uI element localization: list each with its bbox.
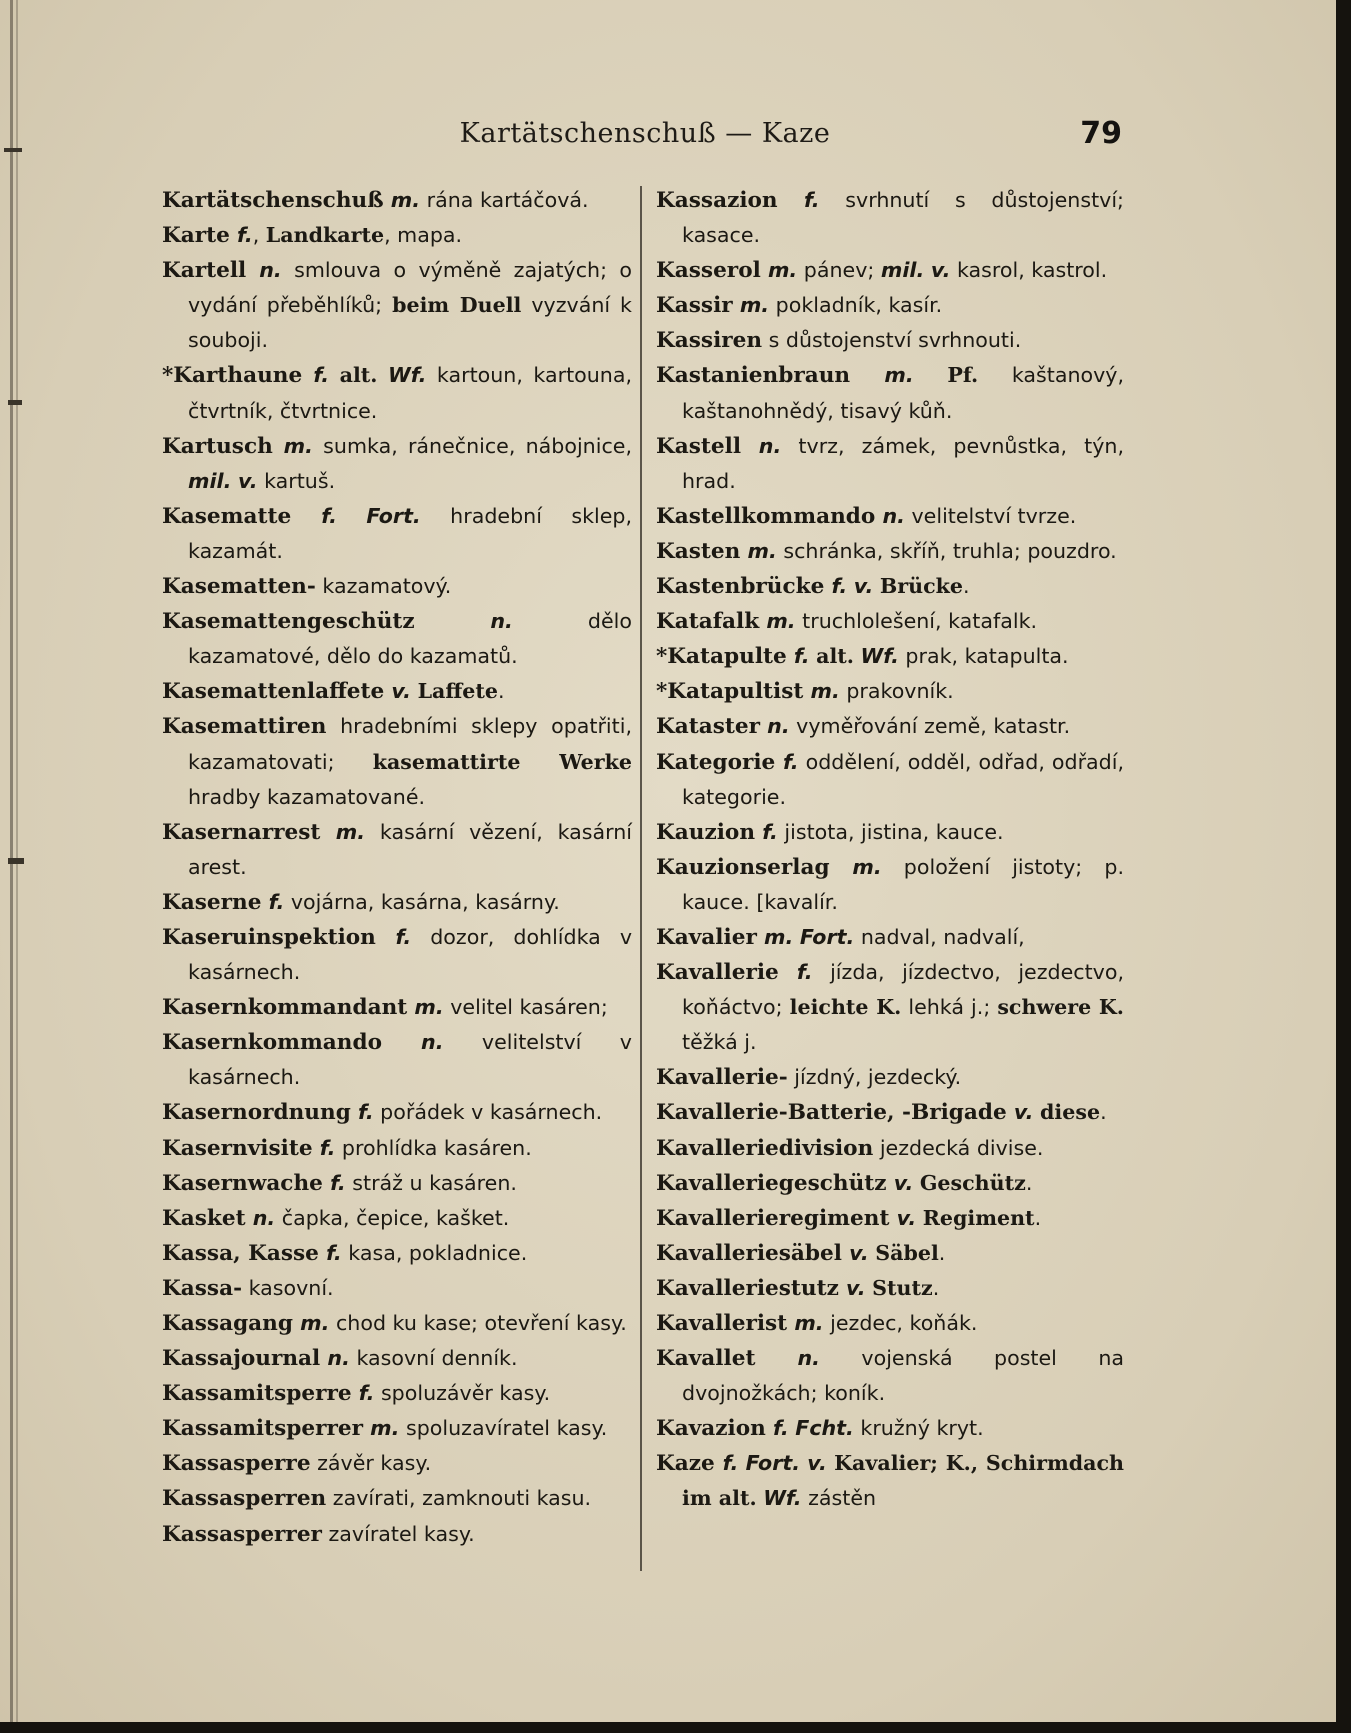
- grammar-label: v.: [237, 468, 258, 493]
- grammar-label: m.: [759, 609, 796, 634]
- dictionary-entry: Kavallerist m. jezdec, koňák.: [656, 1311, 978, 1336]
- entry-headword: Kastenbrücke: [656, 574, 825, 600]
- grammar-label: n.: [320, 1346, 350, 1371]
- dictionary-entry: Kassazion f. svrhnutí s důstojenství; kasace.: [656, 188, 1124, 248]
- page-number: 79: [1080, 116, 1122, 151]
- entry-headword: Kavalleriestutz: [656, 1275, 839, 1301]
- grammar-label: m.: [272, 433, 313, 458]
- grammar-label: v.: [384, 679, 412, 704]
- dictionary-entry: Kasernarrest m. kasární vězení, kasární arest.: [162, 819, 632, 879]
- dictionary-entry: *Katapultist m. prakovník.: [656, 679, 954, 705]
- german-phrase: alt.: [339, 363, 378, 388]
- grammar-label: m.: [292, 1311, 330, 1335]
- entry-headword: *Karthaune: [162, 363, 303, 389]
- dictionary-entry: Kasernordnung f. pořádek v kasárnech.: [162, 1100, 603, 1126]
- edge-mark: [8, 400, 22, 405]
- dictionary-entry: Kavallerieregiment v. Regiment.: [656, 1205, 1042, 1231]
- german-phrase: leichte K.: [789, 995, 902, 1020]
- entry-headword: Kassa-: [162, 1275, 243, 1301]
- entry-headword: Kassa, Kasse: [162, 1240, 319, 1266]
- german-phrase: Laffete: [417, 679, 499, 704]
- entry-headword: *Katapulte: [656, 644, 787, 670]
- dictionary-entry: Kaseruinspektion f. dozor, dohlídka v kasárnech.: [162, 924, 633, 985]
- grammar-label: m.: [756, 924, 794, 949]
- german-phrase: Brücke: [879, 574, 963, 599]
- grammar-label: m.: [383, 188, 421, 212]
- dictionary-entry: Kassajournal n. kasovní denník.: [162, 1346, 518, 1372]
- grammar-label: n.: [875, 503, 905, 528]
- grammar-label: m.: [829, 854, 882, 879]
- entry-headword: Kassamitsperrer: [162, 1416, 363, 1442]
- edge-mark: [4, 148, 22, 152]
- grammar-label: f.: [778, 960, 813, 985]
- entry-headword: Kavalleriegeschütz: [656, 1170, 887, 1196]
- grammar-label: f.: [786, 644, 810, 669]
- dictionary-entry: Kasernkommandant m. velitel kasáren;: [162, 995, 608, 1021]
- grammar-label: m.: [320, 819, 366, 844]
- dictionary-entry: Kavalleriesäbel v. Säbel.: [656, 1240, 946, 1266]
- right-column: [656, 183, 1124, 1517]
- dictionary-entry: Kasserol m. pánev; mil. v. kasrol, kastrol.: [656, 258, 1108, 284]
- german-phrase: Regiment: [922, 1205, 1035, 1230]
- grammar-label: v.: [886, 1170, 914, 1195]
- grammar-label: v.: [930, 258, 951, 283]
- entry-headword: Kavalier: [656, 924, 757, 950]
- grammar-label: f.: [375, 924, 412, 949]
- page-binding-edge: [10, 0, 13, 1733]
- grammar-label: m.: [740, 538, 777, 563]
- dictionary-entry: Kavallerie f. jízda, jízdectvo, jezdectvo, koňáctvo; leichte K. lehká j.; schwere K. těžká j.: [656, 960, 1124, 1055]
- grammar-label: m.: [803, 679, 840, 704]
- entry-headword: Kassamitsperre: [162, 1381, 352, 1407]
- entry-headword: Kavallerieregiment: [656, 1205, 890, 1231]
- dictionary-entry: Karte f., Landkarte, mapa.: [162, 223, 463, 249]
- dictionary-entry: Kastell n. tvrz, zámek, pevnůstka, týn, hrad.: [656, 433, 1124, 493]
- entry-headword: Kasten: [656, 538, 741, 564]
- dictionary-entry: Kassamitsperrer m. spoluzavíratel kasy.: [162, 1416, 608, 1442]
- grammar-label: n.: [741, 433, 782, 458]
- entry-headword: Kavazion: [656, 1416, 766, 1442]
- dictionary-entry: Katafalk m. truchlolešení, katafalk.: [656, 609, 1038, 635]
- grammar-label: Fort.: [799, 924, 855, 949]
- entry-headword: Kaze: [656, 1451, 715, 1477]
- entry-headword: Kastell: [656, 433, 742, 459]
- dictionary-entry: Kastenbrücke f. v. Brücke.: [656, 574, 970, 600]
- page-header: [160, 118, 1130, 158]
- dictionary-entry: Kavallerie- jízdný, jezdecký.: [656, 1065, 962, 1091]
- dictionary-entry: Kavazion f. Fcht. kružný kryt.: [656, 1416, 984, 1442]
- grammar-label: m.: [760, 258, 798, 283]
- dictionary-entry: Kauzion f. jistota, jistina, kauce.: [656, 819, 1004, 845]
- grammar-label: n.: [382, 1030, 444, 1055]
- dictionary-entry: Kasemattiren hradebními sklepy opatřiti, kazamatovati; kasemattirte Werke hradby kazamatované.: [162, 714, 633, 809]
- grammar-label: n.: [759, 714, 790, 739]
- dictionary-entry: Kassagang m. chod ku kase; otevření kasy.: [162, 1311, 627, 1336]
- german-phrase: schwere K.: [997, 995, 1124, 1020]
- entry-headword: Kassasperre: [162, 1451, 311, 1477]
- entry-headword: Kasernarrest: [162, 819, 321, 845]
- entry-headword: Kastellkommando: [656, 503, 876, 529]
- entry-headword: Kartell: [162, 258, 247, 284]
- entry-headword: Kategorie: [656, 749, 776, 775]
- entry-headword: Kasernvisite: [162, 1135, 313, 1161]
- entry-headword: Kavallerie-Batterie, -Brigade: [656, 1100, 1007, 1126]
- entry-headword: Kartusch: [162, 433, 273, 459]
- german-phrase: beim Duell: [392, 293, 522, 318]
- dictionary-entry: Kasket n. čapka, čepice, kašket.: [162, 1205, 510, 1231]
- grammar-label: m.: [787, 1311, 824, 1335]
- dictionary-entry: Kaserne f. vojárna, kasárna, kasárny.: [162, 889, 560, 915]
- grammar-label: f.: [302, 363, 330, 388]
- entry-headword: Kataster: [656, 714, 760, 740]
- entry-headword: Kasernkommando: [162, 1030, 382, 1056]
- entry-headword: Kassajournal: [162, 1346, 321, 1372]
- entry-headword: Kaserne: [162, 889, 262, 915]
- entry-headword: Kavallet: [656, 1346, 756, 1372]
- dictionary-entry: Kavalleriestutz v. Stutz.: [656, 1275, 940, 1301]
- entry-headword: Kasemattengeschütz: [162, 609, 415, 635]
- grammar-label: n.: [245, 1205, 276, 1230]
- dictionary-entry: Kavalleriegeschütz v. Geschütz.: [656, 1170, 1033, 1196]
- dictionary-entry: Kavallerie-Batterie, -Brigade v. diese.: [656, 1100, 1107, 1126]
- dictionary-entry: *Katapulte f. alt. Wf. prak, katapulta.: [656, 644, 1069, 670]
- dictionary-entry: Kauzionserlag m. položení jistoty; p. kauce. [kavalír.: [656, 854, 1124, 914]
- dictionary-entry: Kataster n. vyměřování země, katastr.: [656, 714, 1071, 740]
- dictionary-entry: Kassir m. pokladník, kasír.: [656, 293, 943, 319]
- entry-headword: Kartätschenschuß: [162, 188, 384, 213]
- grammar-label: mil.: [880, 258, 925, 283]
- grammar-label: n.: [755, 1346, 820, 1371]
- entry-headword: *Katapultist: [656, 679, 804, 705]
- german-phrase: Pf.: [947, 363, 979, 388]
- scan-border-bottom: [0, 1722, 1351, 1733]
- grammar-label: m.: [362, 1416, 400, 1441]
- entry-headword: Kavallerist: [656, 1311, 788, 1336]
- grammar-label: f.: [350, 1100, 374, 1125]
- grammar-label: f.: [765, 1416, 789, 1441]
- german-phrase: alt.: [816, 644, 854, 669]
- grammar-label: m.: [850, 363, 914, 388]
- grammar-label: f.: [755, 819, 778, 844]
- entry-headword: Kastanienbraun: [656, 363, 851, 389]
- grammar-label: v.: [841, 1240, 869, 1265]
- grammar-label: f.: [777, 188, 820, 212]
- grammar-label: Fort.: [366, 503, 421, 528]
- grammar-label: v.: [853, 574, 874, 599]
- grammar-label: n.: [246, 258, 282, 283]
- entry-headword: Kasematten-: [162, 574, 316, 600]
- dictionary-entry: Kasemattengeschütz n. dělo kazamatové, dělo do kazamatů.: [162, 609, 632, 669]
- entry-headword: Kavallerie: [656, 960, 779, 986]
- entry-headword: Kasemattiren: [162, 714, 327, 740]
- entry-headword: Kassasperren: [162, 1486, 327, 1512]
- dictionary-entry: Kavallet n. vojenská postel na dvojnožkách; koník.: [656, 1346, 1125, 1406]
- dictionary-entry: Kasernwache f. stráž u kasáren.: [162, 1170, 517, 1196]
- german-phrase: kasemattirte Werke: [372, 749, 633, 774]
- entry-headword: Kassazion: [656, 188, 778, 213]
- german-phrase: Landkarte: [265, 223, 385, 248]
- grammar-label: Wf.: [388, 363, 427, 388]
- entry-headword: Kauzionserlag: [656, 854, 830, 880]
- grammar-label: f.: [229, 223, 253, 248]
- dictionary-entry: Kastellkommando n. velitelství tvrze.: [656, 503, 1077, 529]
- grammar-label: f.: [714, 1451, 739, 1476]
- entry-headword: Karte: [162, 223, 230, 249]
- entry-headword: Kasernwache: [162, 1170, 323, 1196]
- entry-headword: Katafalk: [656, 609, 760, 635]
- grammar-label: m.: [732, 293, 770, 318]
- grammar-label: f.: [322, 1170, 346, 1195]
- grammar-label: mil.: [188, 468, 232, 493]
- column-divider: [640, 186, 642, 1571]
- german-phrase: Säbel: [875, 1240, 939, 1265]
- german-phrase: diese: [1040, 1100, 1101, 1125]
- dictionary-entry: Kastanienbraun m. Pf. kaštanový, kaštanohnědý, tisavý kůň.: [656, 363, 1125, 423]
- grammar-label: v.: [807, 1451, 827, 1476]
- dictionary-entry: Kasematte f. Fort. hradební sklep, kazamát.: [162, 503, 632, 563]
- german-phrase: Geschütz: [919, 1170, 1026, 1195]
- dictionary-entry: Kassasperre závěr kasy.: [162, 1451, 432, 1477]
- grammar-label: Wf.: [763, 1486, 802, 1511]
- entry-headword: Kassiren: [656, 328, 763, 354]
- grammar-label: f.: [824, 574, 848, 599]
- entry-headword: Kaseruinspektion: [162, 924, 376, 950]
- grammar-label: n.: [414, 609, 513, 634]
- entry-headword: Kasserol: [656, 258, 761, 284]
- dictionary-entry: Kaze f. Fort. v. Kavalier; K., Schirmdach im alt. Wf. zástěn: [656, 1451, 1125, 1511]
- scan-border-right: [1336, 0, 1351, 1733]
- german-phrase: Kavalier; K., Schirmdach im alt.: [682, 1451, 1125, 1511]
- entry-headword: Kasket: [162, 1205, 246, 1231]
- dictionary-entry: Kavalier m. Fort. nadval, nadvalí,: [656, 924, 1025, 950]
- german-phrase: Stutz: [872, 1275, 933, 1300]
- grammar-label: m.: [407, 995, 444, 1020]
- dictionary-entry: Kategorie f. oddělení, odděl, odřad, odřadí, kategorie.: [656, 749, 1125, 809]
- grammar-label: f.: [261, 889, 285, 914]
- entry-headword: Kauzion: [656, 819, 756, 845]
- grammar-label: Wf.: [860, 644, 899, 669]
- dictionary-entry: Kasematten- kazamatový.: [162, 574, 452, 600]
- entry-headword: Kassagang: [162, 1311, 293, 1336]
- dictionary-entry: Kasemattenlaffete v. Laffete.: [162, 679, 505, 705]
- dictionary-entry: Kartell n. smlouva o výměně zajatých; o vydání přeběhlíků; beim Duell vyzvání k souboji.: [162, 258, 633, 353]
- grammar-label: v.: [838, 1275, 866, 1300]
- grammar-label: Fort.: [745, 1451, 801, 1476]
- grammar-label: v.: [1006, 1100, 1034, 1125]
- entry-headword: Kavalleriedivision: [656, 1135, 874, 1161]
- running-head: Kartätschenschuß — Kaze: [459, 118, 831, 149]
- dictionary-entry: Kassa, Kasse f. kasa, pokladnice.: [162, 1240, 528, 1266]
- dictionary-entry: Kartätschenschuß m. rána kartáčová.: [162, 188, 589, 213]
- entry-headword: Kassir: [656, 293, 733, 319]
- edge-mark: [8, 858, 24, 864]
- grammar-label: f.: [351, 1381, 375, 1406]
- entry-headword: Kasematte: [162, 503, 292, 529]
- grammar-label: f.: [291, 503, 337, 528]
- dictionary-entry: Kasten m. schránka, skříň, truhla; pouzdro.: [656, 538, 1117, 564]
- dictionary-entry: *Karthaune f. alt. Wf. kartoun, kartouna, čtvrtník, čtvrtnice.: [162, 363, 633, 423]
- grammar-label: f.: [312, 1135, 336, 1160]
- dictionary-entry: Kassa- kasovní.: [162, 1275, 334, 1301]
- entry-headword: Kavallerie-: [656, 1065, 788, 1091]
- entry-headword: Kassasperrer: [162, 1521, 322, 1547]
- grammar-label: f.: [775, 749, 799, 774]
- entry-headword: Kavalleriesäbel: [656, 1240, 842, 1266]
- grammar-label: f.: [318, 1240, 342, 1265]
- dictionary-entry: Kassasperrer zavíratel kasy.: [162, 1521, 475, 1547]
- dictionary-entry: Kasernkommando n. velitelství v kasárnech.: [162, 1030, 632, 1090]
- dictionary-entry: Kasernvisite f. prohlídka kasáren.: [162, 1135, 532, 1161]
- left-column: [162, 183, 632, 1552]
- entry-headword: Kasernkommandant: [162, 995, 408, 1021]
- dictionary-entry: Kavalleriedivision jezdecká divise.: [656, 1135, 1044, 1161]
- grammar-label: v.: [889, 1205, 917, 1230]
- dictionary-entry: Kassiren s důstojenství svrhnouti.: [656, 328, 1022, 354]
- dictionary-entry: Kartusch m. sumka, ránečnice, nábojnice, mil. v. kartuš.: [162, 433, 632, 493]
- entry-headword: Kasernordnung: [162, 1100, 351, 1126]
- grammar-label: Fcht.: [795, 1416, 854, 1441]
- page-binding-edge-inner: [16, 0, 18, 1733]
- entry-headword: Kasemattenlaffete: [162, 679, 385, 705]
- dictionary-entry: Kassamitsperre f. spoluzávěr kasy.: [162, 1381, 551, 1407]
- dictionary-entry: Kassasperren zavírati, zamknouti kasu.: [162, 1486, 592, 1512]
